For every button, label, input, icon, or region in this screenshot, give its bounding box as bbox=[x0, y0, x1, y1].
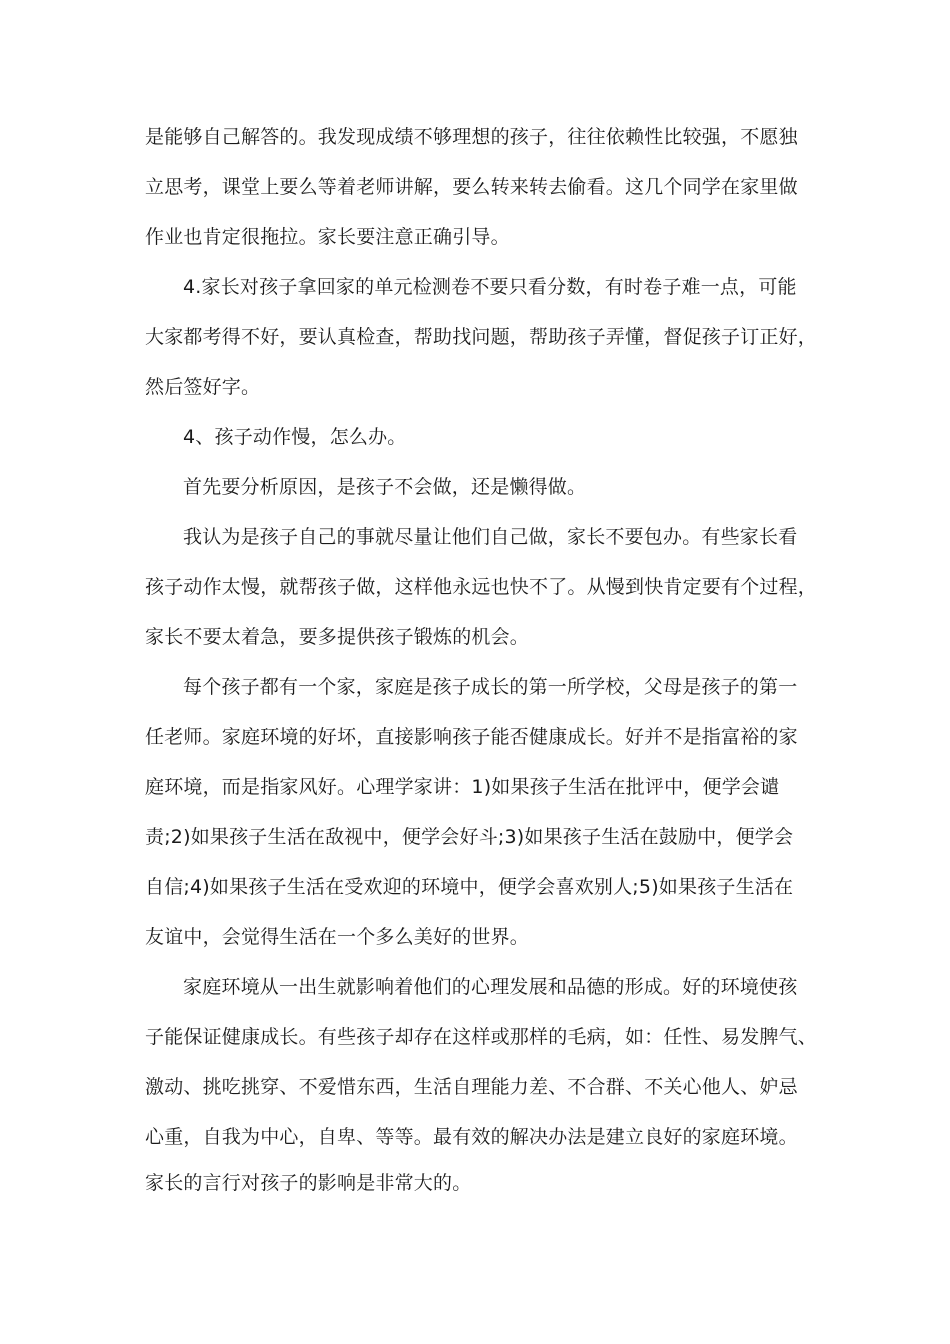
text-line: 子能保证健康成长。有些孩子却存在这样或那样的毛病，如：任性、易发脾气、 bbox=[145, 1026, 818, 1048]
text-line: 责;2)如果孩子生活在敌视中，便学会好斗;3)如果孩子生活在鼓励中，便学会 bbox=[145, 826, 794, 848]
text-line: 大家都考得不好，要认真检查，帮助找问题，帮助孩子弄懂，督促孩子订正好， bbox=[145, 326, 818, 348]
text-line: 心重，自我为中心，自卑、等等。最有效的解决办法是建立良好的家庭环境。 bbox=[145, 1126, 798, 1148]
text-line: 任老师。家庭环境的好坏，直接影响孩子能否健康成长。好并不是指富裕的家 bbox=[145, 726, 798, 748]
text-line: 每个孩子都有一个家，家庭是孩子成长的第一所学校，父母是孩子的第一 bbox=[183, 676, 798, 698]
text-line: 4、孩子动作慢，怎么办。 bbox=[183, 426, 407, 448]
text-line: 家庭环境从一出生就影响着他们的心理发展和品德的形成。好的环境使孩 bbox=[183, 976, 798, 998]
text-line: 然后签好字。 bbox=[145, 376, 261, 398]
text-line: 友谊中，会觉得生活在一个多么美好的世界。 bbox=[145, 926, 530, 948]
text-line: 家长的言行对孩子的影响是非常大的。 bbox=[145, 1172, 472, 1194]
text-line: 自信;4)如果孩子生活在受欢迎的环境中，便学会喜欢别人;5)如果孩子生活在 bbox=[145, 876, 794, 898]
text-line: 作业也肯定很拖拉。家长要注意正确引导。 bbox=[145, 226, 510, 248]
text-line: 我认为是孩子自己的事就尽量让他们自己做，家长不要包办。有些家长看 bbox=[183, 526, 798, 548]
text-line: 首先要分析原因，是孩子不会做，还是懒得做。 bbox=[183, 476, 587, 498]
text-line: 孩子动作太慢，就帮孩子做，这样他永远也快不了。从慢到快肯定要有个过程， bbox=[145, 576, 818, 598]
text-line: 立思考，课堂上要么等着老师讲解，要么转来转去偷看。这几个同学在家里做 bbox=[145, 176, 798, 198]
text-line: 激动、挑吃挑穿、不爱惜东西，生活自理能力差、不合群、不关心他人、妒忌 bbox=[145, 1076, 798, 1098]
text-line: 庭环境，而是指家风好。心理学家讲：1)如果孩子生活在批评中，便学会谴 bbox=[145, 776, 780, 798]
text-line: 是能够自己解答的。我发现成绩不够理想的孩子，往往依赖性比较强，不愿独 bbox=[145, 126, 798, 148]
text-line: 4.家长对孩子拿回家的单元检测卷不要只看分数，有时卷子难一点，可能 bbox=[183, 276, 797, 298]
text-line: 家长不要太着急，要多提供孩子锻炼的机会。 bbox=[145, 626, 530, 648]
